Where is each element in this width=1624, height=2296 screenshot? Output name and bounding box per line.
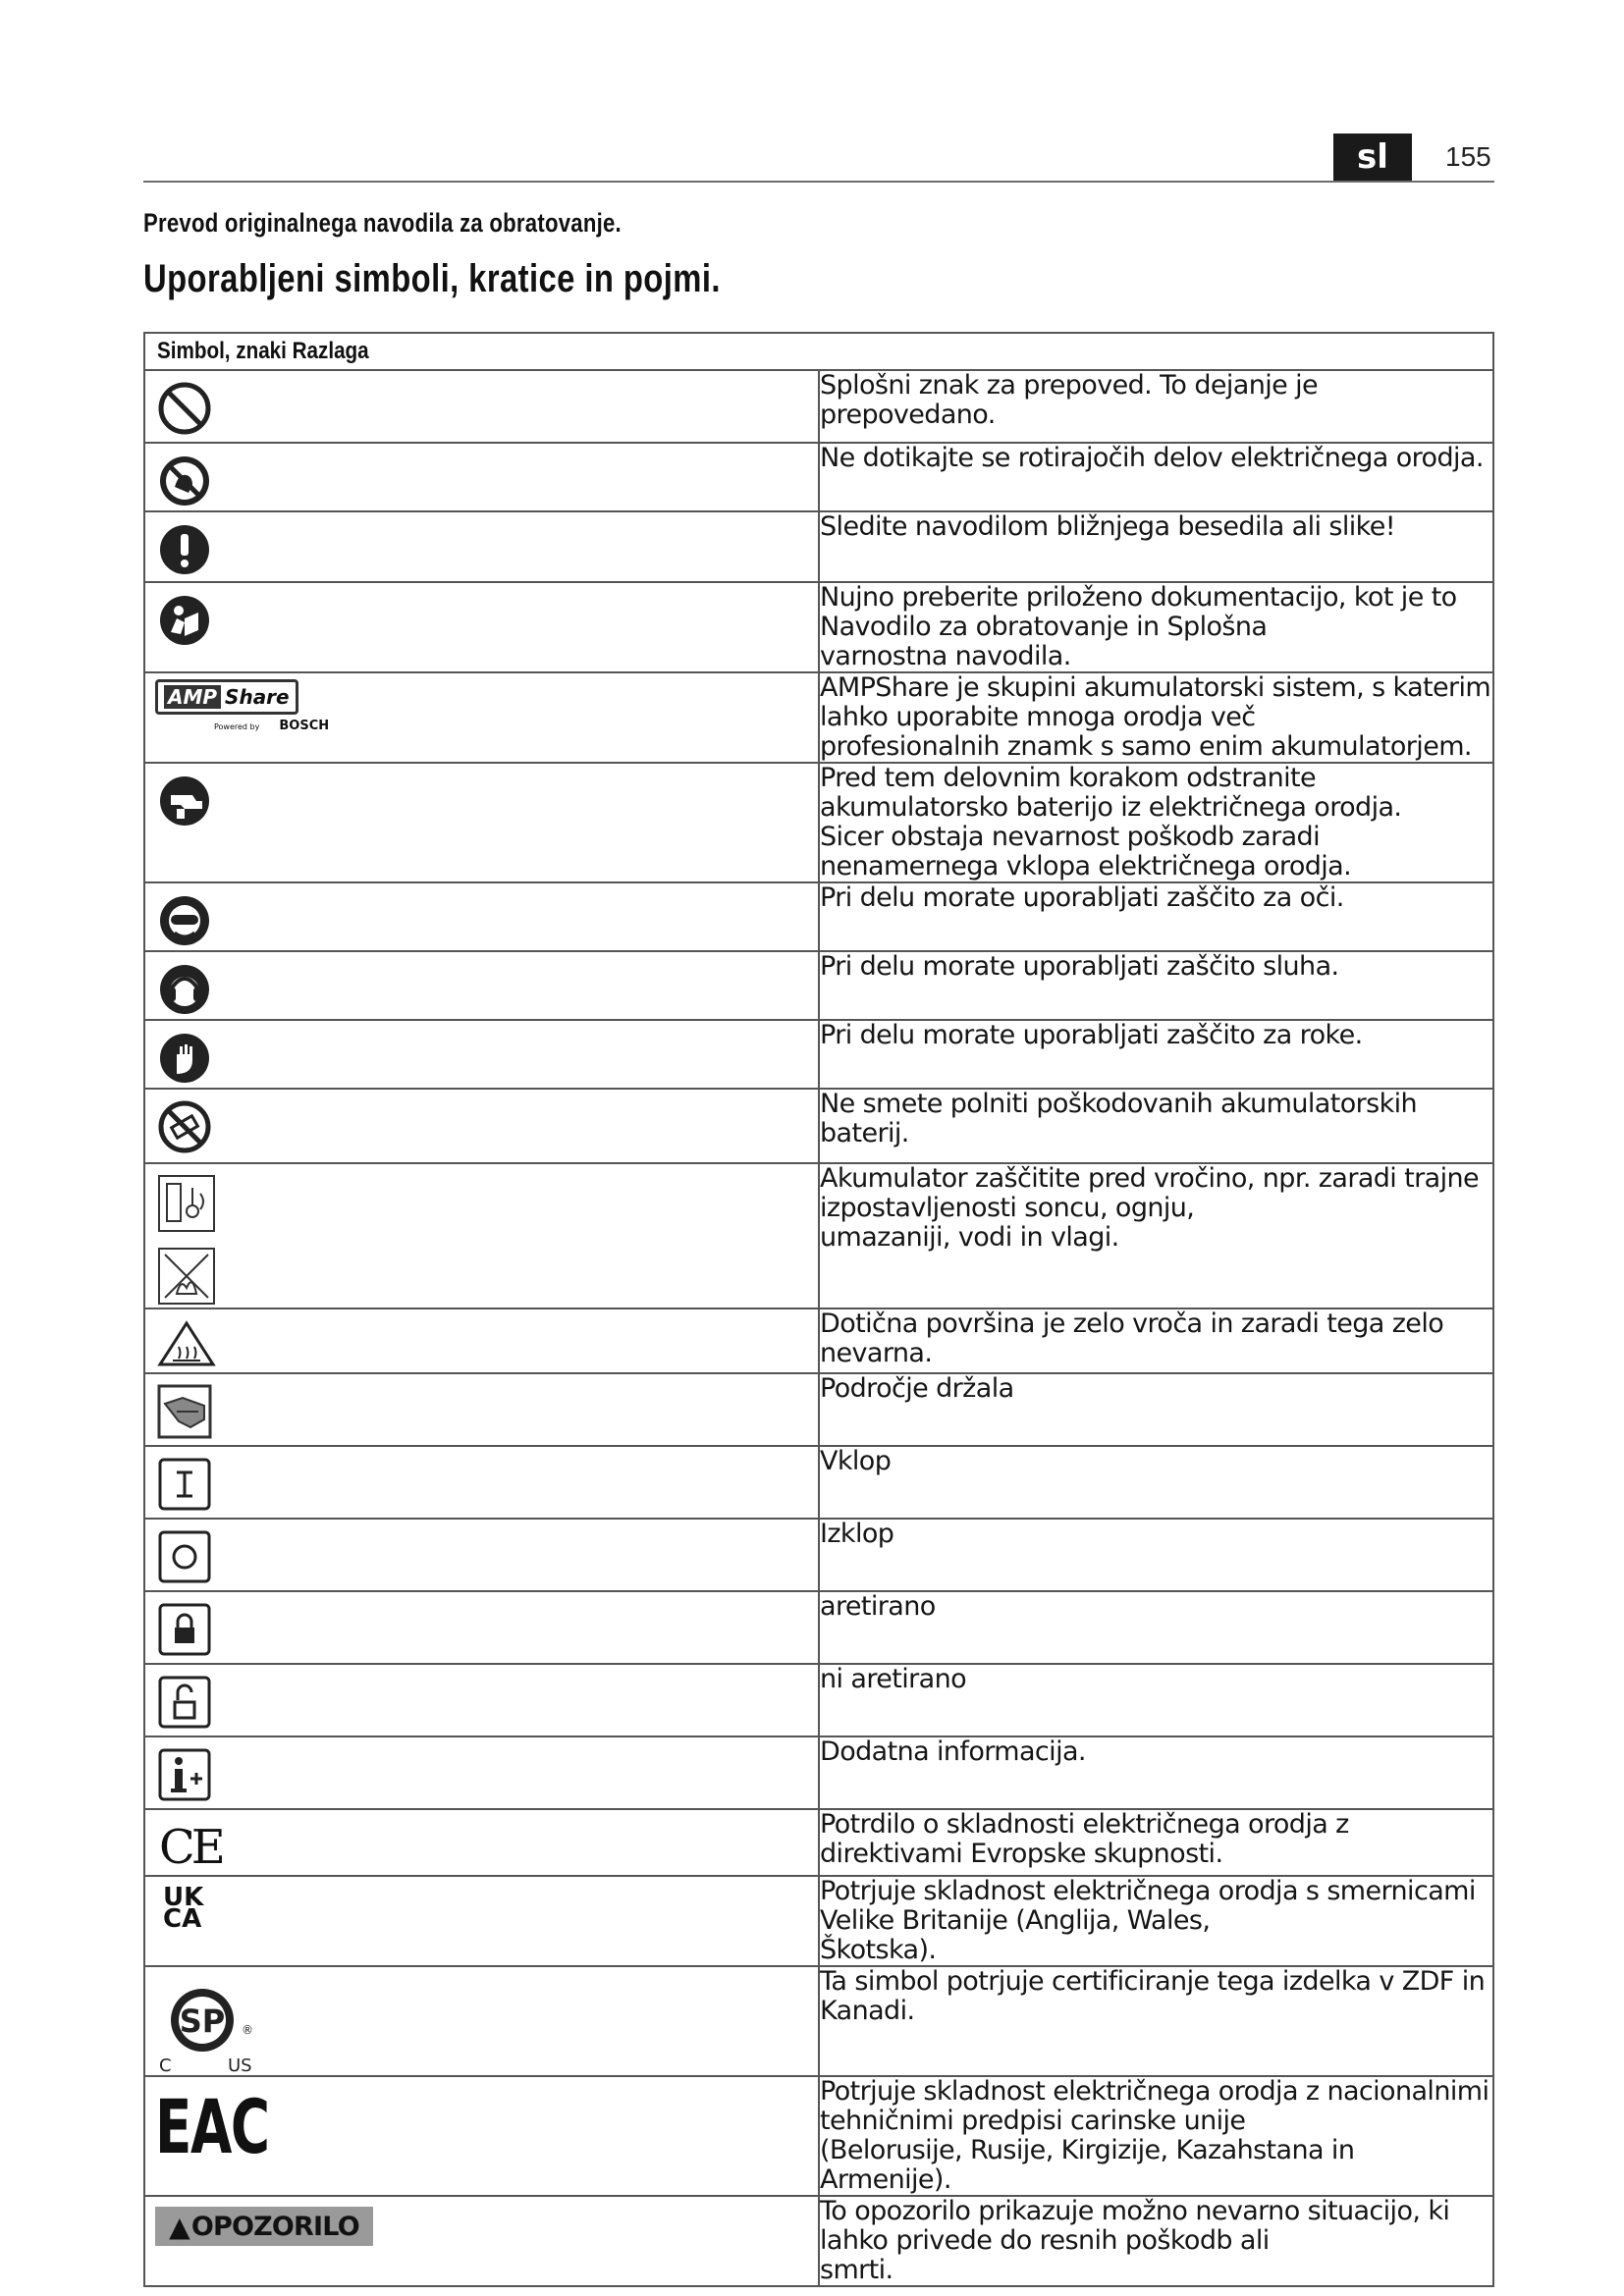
ukca-mark: UK CA — [163, 1883, 204, 1934]
table-row — [144, 1736, 1493, 1809]
symbol-cell — [144, 1736, 819, 1809]
csa-mark — [157, 1977, 275, 2075]
description-cell: To opozorilo prikazuje možno nevarno situacijo, ki lahko privede do resnih poškodb ali smrti. — [819, 2196, 1493, 2286]
symbol-cell — [144, 1308, 819, 1373]
description-cell: Pri delu morate uporabljati zaščito sluha. — [819, 951, 1493, 1020]
description-cell: Potrdilo o skladnosti električnega orodja z direktivami Evropske skupnosti. — [819, 1809, 1493, 1876]
symbol-cell — [144, 1020, 819, 1089]
description-cell: Potrjuje skladnost električnega orodja s smernicami Velike Britanije (Anglija, Wales, Škotska). — [819, 1876, 1493, 1966]
table-row — [144, 882, 1493, 951]
symbols-table — [143, 332, 1494, 2287]
description-cell: AMPShare je skupini akumulatorski sistem, s katerim lahko uporabite mnoga orodja več profesionalnih znamk s samo enim akumulatorjem. — [819, 672, 1493, 763]
table-row — [144, 1519, 1493, 1591]
description-cell: Potrjuje skladnost električnega orodja z nacionalnimi tehničnimi predpisi carinske unije (Belorusije, Rusije, Kirgizije, Kazahstana in Armenije). — [819, 2076, 1493, 2196]
description-cell: Dodatna informacija. — [819, 1736, 1493, 1809]
svg-text:SP: SP — [179, 2002, 226, 2040]
description-cell: Vklop — [819, 1446, 1493, 1519]
table-row — [144, 511, 1493, 582]
description-cell: Ne dotikajte se rotirajočih delov električnega orodja. — [819, 443, 1493, 511]
table-row — [144, 1163, 1493, 1308]
symbol-cell — [144, 1519, 819, 1591]
eye-protection-icon — [157, 893, 212, 948]
hand-protection-icon — [157, 1031, 212, 1086]
table-row — [144, 763, 1493, 882]
symbol-cell — [144, 882, 819, 951]
description-cell: Pred tem delovnim korakom odstranite akumulatorsko baterijo iz električnega orodja. Sicer obstaja nevarnost poškodb zaradi nenamernega vklopa električnega orodja. — [819, 763, 1493, 882]
page-number: 155 — [1445, 141, 1491, 172]
table-row — [144, 672, 1493, 763]
description-cell: Izklop — [819, 1519, 1493, 1591]
table-row — [144, 2076, 1493, 2196]
description-cell: Pri delu morate uporabljati zaščito za oči. — [819, 882, 1493, 951]
eac-mark: EAC — [155, 2083, 269, 2170]
info-icon — [157, 1747, 212, 1802]
table-row — [144, 443, 1493, 511]
table-row — [144, 370, 1493, 443]
warning-triangle-icon: ▲ — [169, 2210, 189, 2243]
table-row — [144, 1809, 1493, 1876]
table-row — [144, 1446, 1493, 1519]
table-row — [144, 1591, 1493, 1664]
table-row — [144, 1966, 1493, 2076]
svg-text:®: ® — [242, 2023, 253, 2037]
description-cell: Splošni znak za prepoved. To dejanje je prepovedano. — [819, 370, 1493, 443]
description-cell: Področje držala — [819, 1373, 1493, 1446]
symbol-cell — [144, 1966, 819, 2076]
header-divider — [143, 181, 1494, 183]
power-on-icon — [157, 1457, 212, 1512]
table-row — [144, 2196, 1493, 2286]
symbol-cell — [144, 951, 819, 1020]
symbol-cell — [144, 1089, 819, 1163]
read-manual-icon — [157, 593, 212, 648]
ampshare-logo: AMP Share Powered by BOSCH — [155, 679, 818, 733]
no-touch-rotating-parts-icon — [157, 454, 212, 508]
table-row — [144, 1876, 1493, 1966]
locked-icon — [157, 1602, 212, 1657]
language-badge: sl — [1333, 133, 1412, 181]
symbol-cell — [144, 763, 819, 882]
description-cell: Sledite navodilom bližnjega besedila ali slike! — [819, 511, 1493, 582]
hot-surface-icon — [157, 1319, 216, 1368]
no-charging-damaged-battery-icon — [157, 1099, 212, 1154]
grip-area-icon — [157, 1384, 212, 1439]
ce-mark: CE — [159, 1820, 222, 1875]
symbol-cell — [144, 1876, 819, 1966]
table-row — [144, 1308, 1493, 1373]
symbol-cell — [144, 582, 819, 672]
warning-label: ▲ OPOZORILO — [155, 2207, 373, 2246]
symbol-cell — [144, 1446, 819, 1519]
battery-heat-protection-icon — [157, 1174, 216, 1306]
table-header-row — [144, 333, 1493, 370]
svg-text:US: US — [228, 2056, 252, 2075]
exclamation-icon — [157, 522, 212, 577]
table-row — [144, 1664, 1493, 1736]
description-cell: Ne smete polniti poškodovanih akumulatorskih baterij. — [819, 1089, 1493, 1163]
hearing-protection-icon — [157, 962, 212, 1017]
symbol-cell — [144, 1664, 819, 1736]
svg-text:C: C — [159, 2056, 172, 2075]
remove-battery-icon — [157, 774, 212, 828]
description-cell: Nujno preberite priloženo dokumentacijo, kot je to Navodilo za obratovanje in Splošna varnostna navodila. — [819, 582, 1493, 672]
prohibition-icon — [157, 381, 212, 436]
table-row — [144, 951, 1493, 1020]
unlocked-icon — [157, 1675, 212, 1730]
description-cell: Akumulator zaščitite pred vročino, npr. zaradi trajne izpostavljenosti soncu, ognju, umazaniji, vodi in vlagi. — [819, 1163, 1493, 1308]
description-cell: ni aretirano — [819, 1664, 1493, 1736]
table-row — [144, 1373, 1493, 1446]
symbol-cell — [144, 511, 819, 582]
table-row — [144, 582, 1493, 672]
symbol-cell — [144, 1373, 819, 1446]
description-cell: aretirano — [819, 1591, 1493, 1664]
symbol-cell — [144, 443, 819, 511]
table-row — [144, 1089, 1493, 1163]
page-title: Uporabljeni simboli, kratice in pojmi. — [143, 257, 721, 300]
symbol-cell — [144, 370, 819, 443]
table-row — [144, 1020, 1493, 1089]
symbol-cell — [144, 672, 819, 763]
symbol-cell — [144, 1163, 819, 1308]
power-off-icon — [157, 1529, 212, 1584]
symbol-cell — [144, 1591, 819, 1664]
description-cell: Dotična površina je zelo vroča in zaradi tega zelo nevarna. — [819, 1308, 1493, 1373]
symbol-cell — [144, 1809, 819, 1876]
document-subtitle: Prevod originalnega navodila za obratovanje. — [143, 208, 622, 238]
symbol-cell — [144, 2076, 819, 2196]
table-header: Simbol, znaki Razlaga — [144, 333, 1493, 370]
description-cell: Pri delu morate uporabljati zaščito za roke. — [819, 1020, 1493, 1089]
description-cell: Ta simbol potrjuje certificiranje tega izdelka v ZDF in Kanadi. — [819, 1966, 1493, 2076]
symbol-cell — [144, 2196, 819, 2286]
